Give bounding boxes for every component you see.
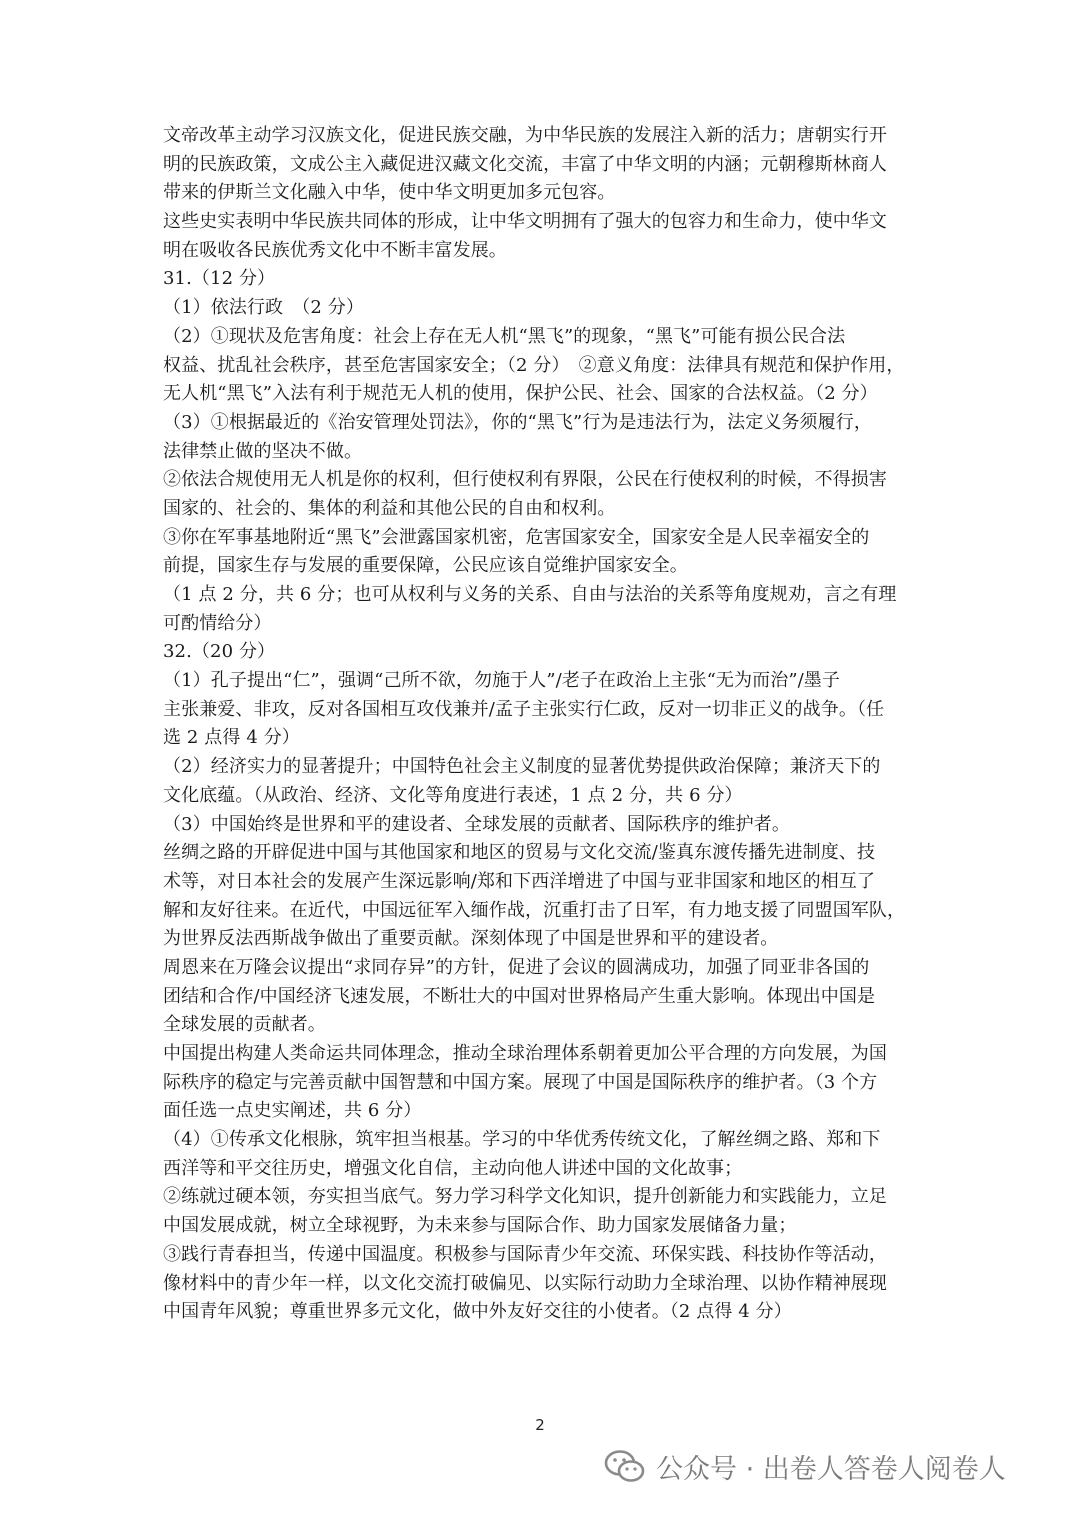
question-heading: 32.（20 分） — [163, 641, 276, 663]
text-line: 可酌情给分） — [163, 612, 272, 634]
question-heading: 31.（12 分） — [163, 268, 276, 290]
text-line: 为世界反法西斯战争做出了重要贡献。深刻体现了中国是世界和平的建设者。 — [163, 928, 779, 950]
text-line: ②依法合规使用无人机是你的权利，但行使权利有界限，公民在行使权利的时候，不得损害 — [163, 469, 887, 491]
watermark — [604, 1447, 1006, 1486]
text-line: （2）①现状及危害角度：社会上存在无人机“黑飞”的现象，“黑飞”可能有损公民合法 — [163, 325, 846, 347]
text-line: （1）孔子提出“仁”，强调“己所不欲，勿施于人”/老子在政治上主张“无为而治”/墨子 — [163, 670, 840, 692]
text-line: ③践行青春担当，传递中国温度。积极参与国际青少年交流、环保实践、科技协作等活动， — [163, 1243, 887, 1265]
text-line: （3）中国始终是世界和平的建设者、全球发展的贡献者、国际秩序的维护者。 — [163, 813, 790, 835]
text-line: 丝绸之路的开辟促进中国与其他国家和地区的贸易与文化交流/鉴真东渡传播先进制度、技 — [163, 842, 876, 864]
text-line: 周恩来在万隆会议提出“求同存异”的方针，促进了会议的圆满成功，加强了同亚非各国的 — [163, 956, 870, 978]
text-line: 文化底蕴。（从政治、经济、文化等角度进行表述，1 点 2 分，共 6 分） — [163, 784, 743, 806]
text-line: 带来的伊斯兰文化融入中华，使中华文明更加多元包容。 — [163, 182, 616, 204]
text-line: 像材料中的青少年一样，以文化交流打破偏见、以实际行动助力全球治理、以协作精神展现 — [163, 1272, 887, 1294]
watermark-text: 公众号 · 出卷人答卷人阅卷人 — [656, 1454, 1006, 1485]
text-line: ③你在军事基地附近“黑飞”会泄露国家机密，危害国家安全，国家安全是人民幸福安全的 — [163, 526, 870, 548]
text-line: 选 2 点得 4 分） — [163, 727, 300, 749]
text-line: 团结和合作/中国经济飞速发展，不断壮大的中国对世界格局产生重大影响。体现出中国是 — [163, 985, 876, 1007]
text-line: 明的民族政策，文成公主入藏促进汉藏文化交流，丰富了中华文明的内涵；元朝穆斯林商人 — [163, 153, 887, 175]
wechat-icon — [604, 1449, 646, 1485]
page-number: 2 — [535, 1416, 545, 1434]
answer-text — [163, 122, 923, 1327]
text-line: （1 点 2 分，共 6 分；也可从权利与义务的关系、自由与法治的关系等角度规劝，言之有理 — [163, 584, 897, 605]
text-line: （3）①根据最近的《治安管理处罚法》，你的“黑飞”行为是违法行为，法定义务须履行， — [163, 411, 872, 433]
text-line: 这些史实表明中华民族共同体的形成，让中华文明拥有了强大的包容力和生命力，使中华文 — [163, 211, 887, 233]
text-line: 解和友好往来。在近代，中国远征军入缅作战，沉重打击了日军，有力地支援了同盟国军队， — [163, 899, 906, 921]
text-line: 国家的、社会的、集体的利益和其他公民的自由和权利。 — [163, 497, 616, 519]
text-line: ②练就过硬本领，夯实担当底气。努力学习科学文化知识，提升创新能力和实践能力，立足 — [163, 1186, 887, 1208]
text-line: 文帝改革主动学习汉族文化，促进民族交融，为中华民族的发展注入新的活力；唐朝实行开 — [163, 125, 887, 146]
text-line: 中国青年风貌；尊重世界多元文化，做中外友好交往的小使者。（2 点得 4 分） — [163, 1301, 792, 1323]
text-line: 全球发展的贡献者。 — [163, 1014, 326, 1036]
text-line: 中国发展成就，树立全球视野，为未来参与国际合作、助力国家发展储备力量； — [163, 1215, 797, 1237]
text-line: （1）依法行政 （2 分） — [163, 297, 364, 319]
text-line: 西洋等和平交往历史，增强文化自信，主动向他人讲述中国的文化故事； — [163, 1157, 743, 1179]
text-line: 无人机“黑飞”入法有利于规范无人机的使用，保护公民、社会、国家的合法权益。（2 分） — [163, 383, 878, 405]
text-line: 面任选一点史实阐述，共 6 分） — [163, 1100, 422, 1122]
text-line: 主张兼爱、非攻，反对各国相互攻伐兼并/孟子主张实行仁政，反对一切非正义的战争。（任 — [163, 698, 885, 720]
text-line: 前提，国家生存与发展的重要保障，公民应该自觉维护国家安全。 — [163, 555, 688, 577]
text-line: 术等，对日本社会的发展产生深远影响/郑和下西洋增进了中国与亚非国家和地区的相互了 — [163, 870, 876, 892]
text-line: 权益、扰乱社会秩序，甚至危害国家安全；（2 分） ②意义角度：法律具有规范和保护作用， — [163, 354, 905, 376]
text-line: （4）①传承文化根脉，筑牢担当根基。学习的中华优秀传统文化，了解丝绸之路、郑和下 — [163, 1129, 881, 1151]
text-line: 明在吸收各民族优秀文化中不断丰富发展。 — [163, 239, 507, 261]
text-line: 际秩序的稳定与完善贡献中国智慧和中国方案。展现了中国是国际秩序的维护者。（3 个方 — [163, 1071, 878, 1093]
text-line: （2）经济实力的显著提升；中国特色社会主义制度的显著优势提供政治保障；兼济天下的 — [163, 756, 881, 778]
text-line: 中国提出构建人类命运共同体理念，推动全球治理体系朝着更加公平合理的方向发展，为国 — [163, 1043, 887, 1064]
text-line: 法律禁止做的坚决不做。 — [163, 440, 363, 462]
